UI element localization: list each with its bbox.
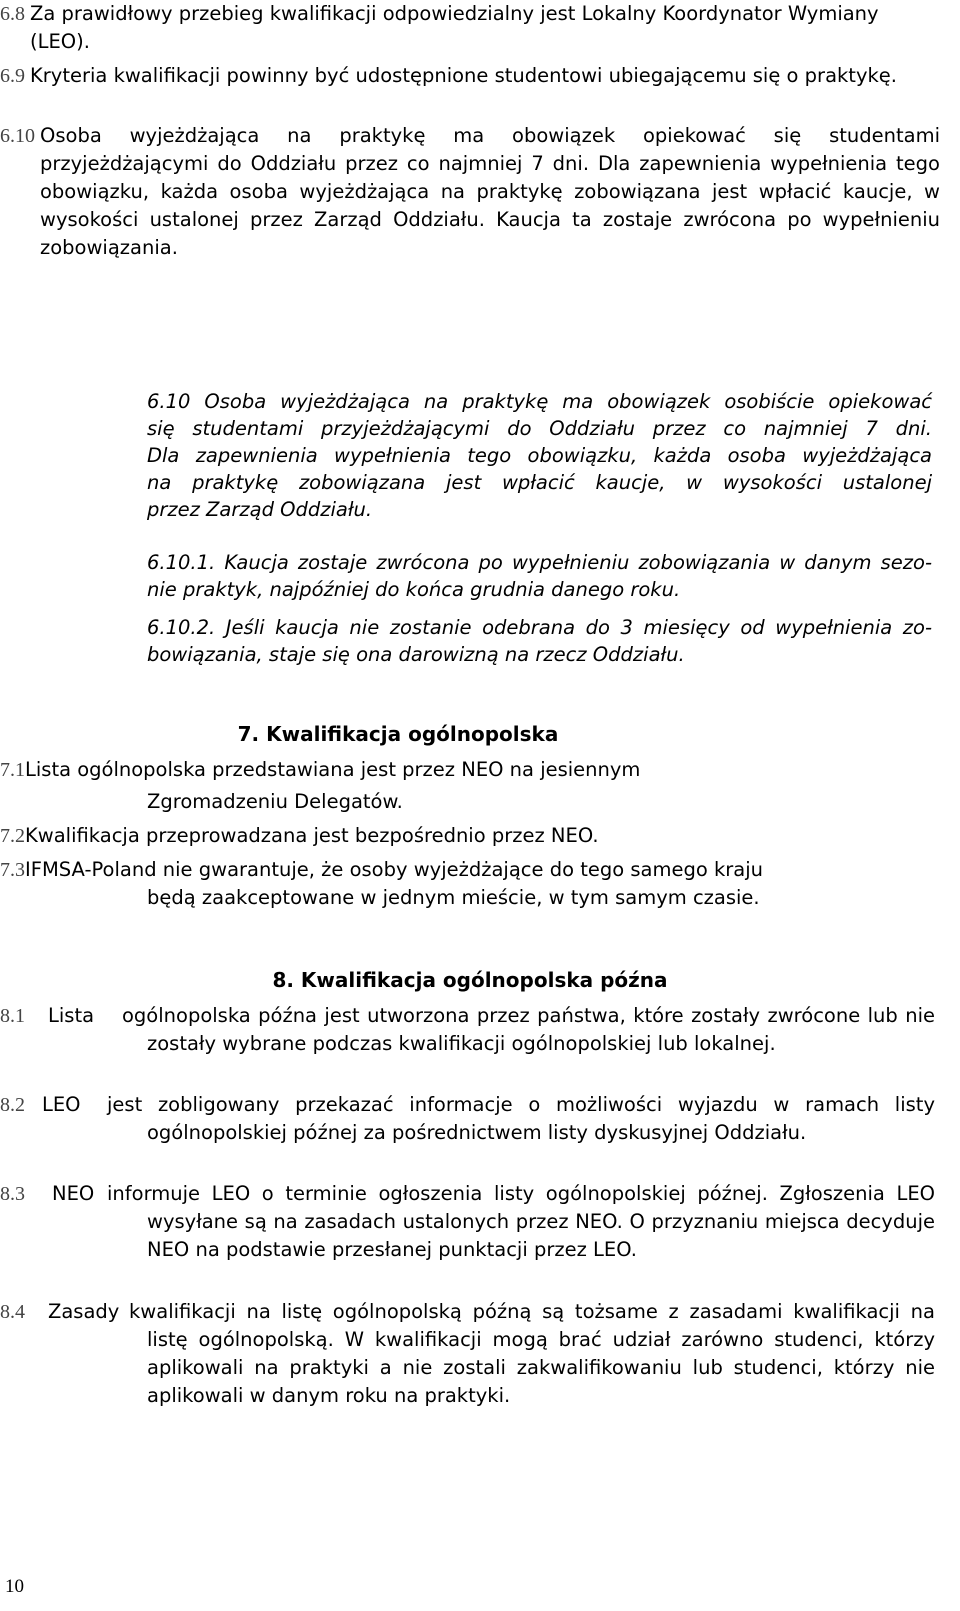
item-7-3-cont: będą zaakceptowane w jednym mieście, w tym samym czasie. — [147, 886, 760, 909]
item-7-1 — [0, 756, 640, 784]
item-text: Kryteria kwalifikacji powinny być udostępnione studentowi ubiegającemu się o praktykę. — [30, 64, 897, 87]
item-lead: NEO — [52, 1182, 95, 1205]
italic-paragraph — [147, 388, 932, 523]
item-number: 6.9 — [0, 65, 25, 87]
section-8-heading: 8. Kwalifikacja ogólnopolska późna — [272, 968, 668, 992]
item-number: 7.1 — [0, 759, 25, 781]
item-number: 8.3 — [0, 1183, 25, 1205]
item-7-3 — [0, 856, 935, 884]
item-text: kwalifikacji na listę ogólnopolską późną są tożsame z zasadami kwalifikacji na listę ogólnopolską. W kwalifikacji mogą brać udział zarówno studenci, którzy aplikowali na praktyki a nie zostali zakwalifikowaniu lub studenci, którzy nie aplikowali w danym roku na praktyki. — [129, 1300, 935, 1407]
italic-line: się studentami przyjeżdżającymi do Oddziału przez co najmniej 7 dni. — [147, 417, 932, 440]
subitem-line: bowiązania, staje się ona darowizną na rzecz Oddziału. — [147, 643, 685, 666]
subitem-line: 6.10.1. Kaucja zostaje zwrócona po wypełnieniu zobowiązania w danym sezo- — [147, 551, 932, 574]
item-text: Za prawidłowy przebieg kwalifikacji odpowiedzialny jest Lokalny Koordynator Wymiany (LEO). — [30, 2, 879, 53]
item-number: 8.4 — [0, 1301, 25, 1323]
item-text: Lista ogólnopolska przedstawiana jest przez NEO na jesiennym — [25, 758, 641, 781]
italic-line: Dla zapewnienia wypełnienia tego obowiązku, każda osoba wyjeżdżająca — [147, 444, 932, 467]
item-lead: Zasady — [48, 1300, 120, 1323]
item-text: informuje LEO o terminie ogłoszenia listy ogólnopolskiej późnej. Zgłoszenia LEO wysyłane są na zasadach ustalonych przez NEO. O przyznaniu miejsca decyduje NEO na podstawie przesłanej punktacji przez LEO. — [107, 1182, 935, 1261]
page-number: 10 — [5, 1576, 24, 1597]
item-7-1-cont: Zgromadzeniu Delegatów. — [147, 790, 403, 813]
item-number: 7.3 — [0, 859, 25, 881]
item-text: Osoba wyjeżdżająca na praktykę ma obowiązek opiekować się studentami przyjeżdżającymi do Oddziału przez co najmniej 7 dni. Dla zapewnienia wypełnienia tego obowiązku, każda osoba wyjeżdżająca na praktykę zobowiązana jest wpłacić kaucje, w wysokości ustalonej przez Zarząd Oddziału. Kaucja ta zostaje zwrócona po wypełnieniu zobowiązania. — [40, 124, 940, 259]
item-number: 6.10 — [0, 125, 35, 147]
italic-line: na praktykę zobowiązana jest wpłacić kaucje, w wysokości ustalonej — [147, 471, 932, 494]
italic-line: 6.10 Osoba wyjeżdżająca na praktykę ma obowiązek osobiście opiekować — [147, 390, 932, 413]
item-number: 6.8 — [0, 3, 25, 25]
subitem-line: 6.10.2. Jeśli kaucja nie zostanie odebrana do 3 miesięcy od wypełnienia zo- — [147, 616, 932, 639]
item-lead: Lista — [48, 1004, 95, 1027]
item-text: IFMSA-Poland nie gwarantuje, że osoby wyjeżdżające do tego samego kraju — [25, 858, 764, 881]
subitem-6-10-2 — [147, 614, 932, 668]
item-lead: LEO — [42, 1093, 81, 1116]
item-text: ogólnopolska późna jest utworzona przez państwa, które zostały zwrócone lub nie zostały wybrane podczas kwalifikacji ogólnopolskiej lub lokalnej. — [122, 1004, 935, 1055]
item-number: 7.2 — [0, 825, 25, 847]
item-text: jest zobligowany przekazać informacje o możliwości wyjazdu w ramach listy ogólnopolskiej późnej za pośrednictwem listy dyskusyjnej Oddziału. — [107, 1093, 935, 1144]
subitem-6-10-1 — [147, 549, 932, 603]
item-7-2 — [0, 822, 599, 850]
item-number: 8.1 — [0, 1005, 25, 1027]
italic-line: przez Zarząd Oddziału. — [147, 498, 373, 521]
item-number: 8.2 — [0, 1094, 25, 1116]
section-7-heading: 7. Kwalifikacja ogólnopolska — [237, 722, 559, 746]
item-text: Kwalifikacja przeprowadzana jest bezpośrednio przez NEO. — [25, 824, 599, 847]
subitem-line: nie praktyk, najpóźniej do końca grudnia danego roku. — [147, 578, 681, 601]
